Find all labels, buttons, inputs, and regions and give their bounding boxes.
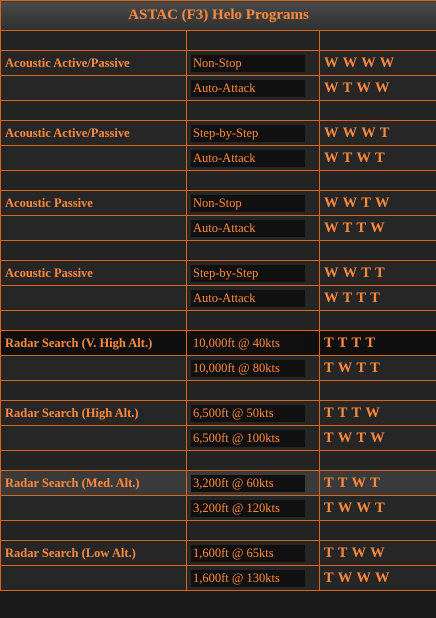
program-mode-cell — [187, 541, 320, 566]
program-name-cell: Acoustic Active/Passive — [1, 121, 187, 146]
program-mode-label: 10,000ft @ 80kts — [191, 360, 305, 377]
program-mode-cell — [187, 146, 320, 171]
spacer-cell — [320, 451, 436, 471]
spacer-row — [1, 171, 436, 191]
program-row — [1, 216, 436, 241]
program-mode-label: 1,600ft @ 65kts — [191, 545, 305, 562]
spacer-cell — [320, 521, 436, 541]
program-name-cell: Acoustic Passive — [1, 191, 187, 216]
program-mode-cell — [187, 566, 320, 591]
spacer-cell — [1, 241, 187, 261]
program-name-cell — [1, 566, 187, 591]
program-row — [1, 51, 436, 76]
program-mode-label: Non-Stop — [191, 55, 305, 72]
program-mode-label: Step-by-Step — [191, 265, 305, 282]
program-row — [1, 191, 436, 216]
program-code-cell: T W T T — [320, 356, 436, 381]
spacer-cell — [1, 171, 187, 191]
program-mode-label: 10,000ft @ 40kts — [191, 335, 305, 352]
program-row — [1, 356, 436, 381]
spacer-row — [1, 521, 436, 541]
program-mode-cell — [187, 331, 320, 356]
spacer-cell — [1, 521, 187, 541]
program-name-cell — [1, 76, 187, 101]
spacer-cell — [187, 521, 320, 541]
program-code-cell: W T W W — [320, 76, 436, 101]
program-name-cell: Acoustic Passive — [1, 261, 187, 286]
program-code-cell: T W W W — [320, 566, 436, 591]
program-name-cell: Radar Search (High Alt.) — [1, 401, 187, 426]
program-name-cell: Radar Search (V. High Alt.) — [1, 331, 187, 356]
program-mode-cell — [187, 286, 320, 311]
spacer-row — [1, 31, 436, 51]
program-code-cell: W T T T — [320, 286, 436, 311]
program-row — [1, 261, 436, 286]
program-mode-label: Auto-Attack — [191, 220, 305, 237]
program-mode-cell — [187, 121, 320, 146]
spacer-cell — [1, 31, 187, 51]
program-mode-label: Auto-Attack — [191, 80, 305, 97]
spacer-cell — [187, 451, 320, 471]
spacer-cell — [187, 311, 320, 331]
program-mode-label: 6,500ft @ 50kts — [191, 405, 305, 422]
program-mode-cell — [187, 51, 320, 76]
program-mode-cell — [187, 496, 320, 521]
spacer-cell — [1, 311, 187, 331]
spacer-cell — [187, 31, 320, 51]
program-code-cell: W T T W — [320, 216, 436, 241]
program-code-cell: T T W T — [320, 471, 436, 496]
program-name-cell — [1, 216, 187, 241]
program-mode-cell — [187, 261, 320, 286]
table-body — [1, 31, 436, 591]
program-row — [1, 76, 436, 101]
program-code-cell: W W T T — [320, 261, 436, 286]
program-name-cell — [1, 146, 187, 171]
program-mode-label: 6,500ft @ 100kts — [191, 430, 305, 447]
spacer-cell — [187, 241, 320, 261]
program-name-cell — [1, 286, 187, 311]
program-code-cell: T T T T — [320, 331, 436, 356]
program-mode-label: Auto-Attack — [191, 290, 305, 307]
spacer-row — [1, 101, 436, 121]
program-row — [1, 401, 436, 426]
program-name-cell — [1, 356, 187, 381]
spacer-cell — [320, 241, 436, 261]
program-code-cell: T T T W — [320, 401, 436, 426]
spacer-row — [1, 241, 436, 261]
spacer-cell — [320, 31, 436, 51]
program-name-cell: Radar Search (Med. Alt.) — [1, 471, 187, 496]
program-mode-cell — [187, 471, 320, 496]
program-code-cell: T T W W — [320, 541, 436, 566]
program-mode-cell — [187, 426, 320, 451]
spacer-cell — [320, 381, 436, 401]
spacer-cell — [1, 451, 187, 471]
program-code-cell: T W T W — [320, 426, 436, 451]
program-name-cell — [1, 426, 187, 451]
program-mode-label: 3,200ft @ 60kts — [191, 475, 305, 492]
title-row — [1, 1, 436, 31]
spacer-cell — [320, 311, 436, 331]
program-mode-cell — [187, 216, 320, 241]
program-row — [1, 331, 436, 356]
spacer-cell — [187, 381, 320, 401]
program-mode-cell — [187, 401, 320, 426]
program-code-cell: W W T W — [320, 191, 436, 216]
spacer-cell — [1, 101, 187, 121]
program-mode-cell — [187, 356, 320, 381]
program-mode-label: Step-by-Step — [191, 125, 305, 142]
spacer-row — [1, 381, 436, 401]
program-row — [1, 471, 436, 496]
program-code-cell: W T W T — [320, 146, 436, 171]
table-title: ASTAC (F3) Helo Programs — [1, 1, 436, 31]
program-mode-label: Non-Stop — [191, 195, 305, 212]
program-mode-label: Auto-Attack — [191, 150, 305, 167]
program-row — [1, 541, 436, 566]
program-row — [1, 286, 436, 311]
program-row — [1, 426, 436, 451]
spacer-cell — [1, 381, 187, 401]
program-name-cell: Acoustic Active/Passive — [1, 51, 187, 76]
program-mode-label: 3,200ft @ 120kts — [191, 500, 305, 517]
program-mode-label: 1,600ft @ 130kts — [191, 570, 305, 587]
spacer-cell — [320, 171, 436, 191]
program-code-cell: T W W T — [320, 496, 436, 521]
program-mode-cell — [187, 191, 320, 216]
program-mode-cell — [187, 76, 320, 101]
spacer-cell — [187, 101, 320, 121]
program-code-cell: W W W T — [320, 121, 436, 146]
program-name-cell — [1, 496, 187, 521]
program-row — [1, 496, 436, 521]
spacer-row — [1, 311, 436, 331]
spacer-row — [1, 451, 436, 471]
spacer-cell — [187, 171, 320, 191]
program-name-cell: Radar Search (Low Alt.) — [1, 541, 187, 566]
program-row — [1, 146, 436, 171]
program-row — [1, 566, 436, 591]
program-row — [1, 121, 436, 146]
spacer-cell — [320, 101, 436, 121]
program-code-cell: W W W W — [320, 51, 436, 76]
